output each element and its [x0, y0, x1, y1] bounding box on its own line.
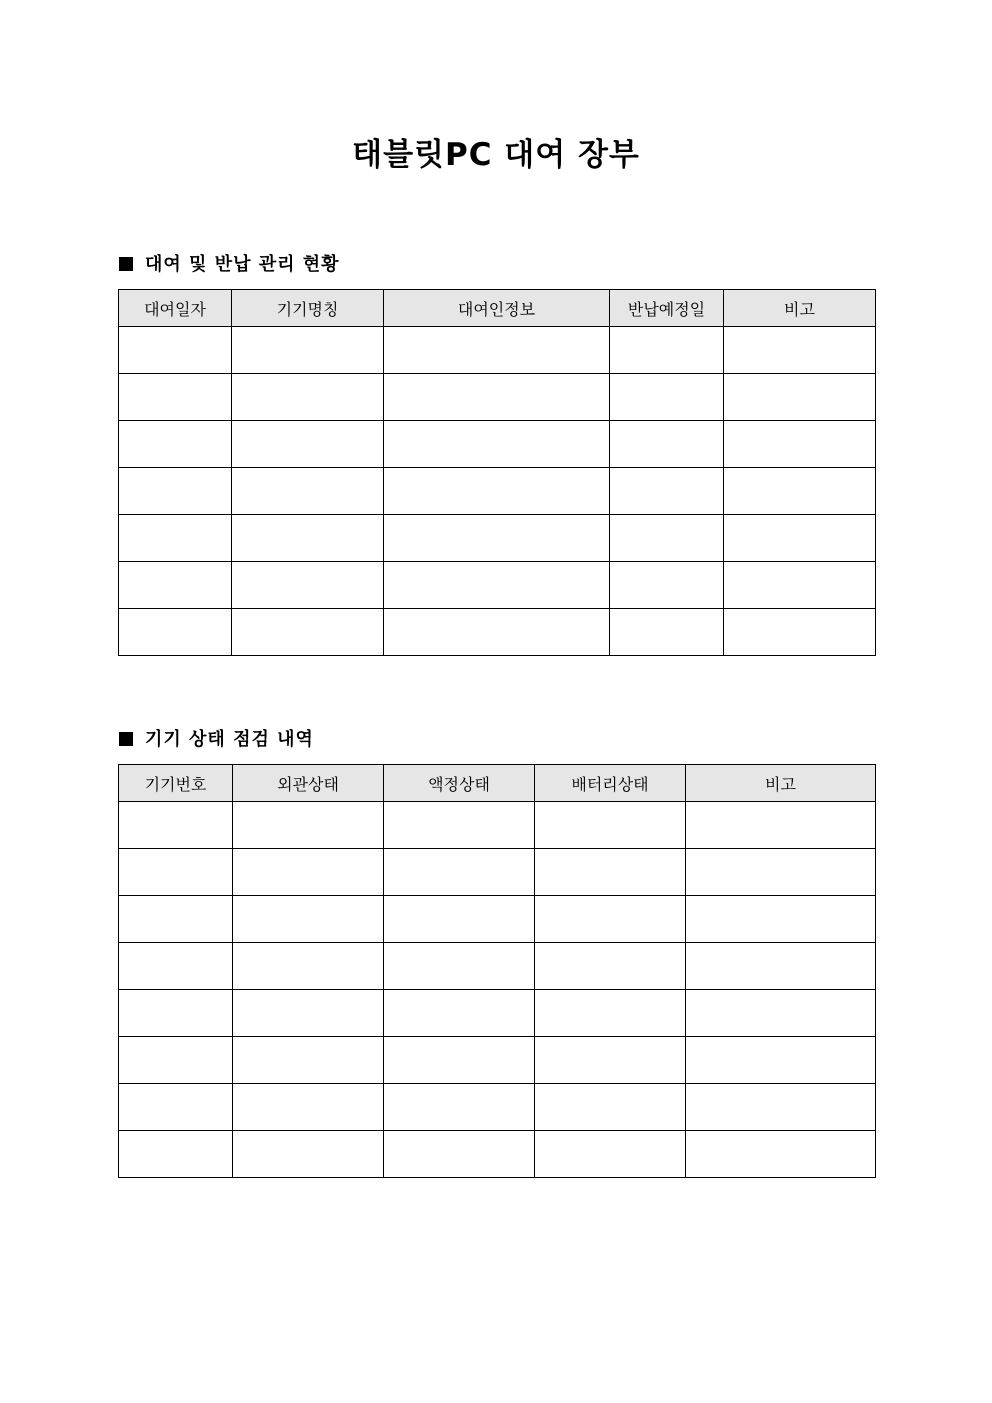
rental-return-table: [118, 289, 876, 656]
table-cell[interactable]: [535, 990, 686, 1037]
table-header-row: [119, 765, 876, 802]
table-row: [119, 1037, 876, 1084]
table-cell[interactable]: [686, 990, 876, 1037]
table-cell[interactable]: [233, 896, 384, 943]
table-cell[interactable]: [233, 802, 384, 849]
table-cell[interactable]: [232, 421, 384, 468]
table-row: [119, 327, 876, 374]
table-cell[interactable]: [384, 943, 535, 990]
table-cell[interactable]: [119, 562, 232, 609]
table-cell[interactable]: [384, 515, 610, 562]
table-row: [119, 802, 876, 849]
table-row: [119, 374, 876, 421]
table-cell[interactable]: [384, 896, 535, 943]
table-cell[interactable]: [232, 609, 384, 656]
table-cell[interactable]: [119, 896, 233, 943]
table-cell[interactable]: [119, 849, 233, 896]
table-cell[interactable]: [535, 896, 686, 943]
table-cell[interactable]: [119, 374, 232, 421]
table-cell[interactable]: [233, 1084, 384, 1131]
table-cell[interactable]: [724, 609, 876, 656]
table-cell[interactable]: [119, 421, 232, 468]
table-cell[interactable]: [686, 1131, 876, 1178]
table-cell[interactable]: [724, 421, 876, 468]
table-cell[interactable]: [535, 943, 686, 990]
table-row: [119, 421, 876, 468]
table-cell[interactable]: [610, 374, 724, 421]
section-heading-label: 기기 상태 점검 내역: [145, 729, 314, 750]
table-row: [119, 609, 876, 656]
table-header-row: [119, 290, 876, 327]
table-row: [119, 468, 876, 515]
table-cell[interactable]: [686, 802, 876, 849]
device-inspection-table: [118, 764, 876, 1178]
table-cell[interactable]: [233, 849, 384, 896]
table-cell[interactable]: [535, 849, 686, 896]
table-row: [119, 849, 876, 896]
table-row: [119, 515, 876, 562]
table-row: [119, 896, 876, 943]
column-header-exterior-condition: 외관상태: [233, 765, 384, 802]
table-cell[interactable]: [686, 943, 876, 990]
table-cell[interactable]: [232, 515, 384, 562]
table-row: [119, 1131, 876, 1178]
table-cell[interactable]: [119, 609, 232, 656]
table-cell[interactable]: [233, 1037, 384, 1084]
square-bullet-icon: [119, 257, 133, 271]
table-cell[interactable]: [384, 1084, 535, 1131]
table-cell[interactable]: [384, 849, 535, 896]
table-cell[interactable]: [384, 609, 610, 656]
section-heading-inspection: [119, 727, 314, 753]
table-cell[interactable]: [384, 990, 535, 1037]
table-row: [119, 990, 876, 1037]
column-header-notes: 비고: [686, 765, 876, 802]
table-cell[interactable]: [384, 468, 610, 515]
table-cell[interactable]: [686, 1037, 876, 1084]
table-cell[interactable]: [233, 1131, 384, 1178]
table-cell[interactable]: [384, 421, 610, 468]
table-cell[interactable]: [233, 990, 384, 1037]
table-cell[interactable]: [384, 327, 610, 374]
column-header-device-name: 기기명칭: [232, 290, 384, 327]
table-cell[interactable]: [232, 562, 384, 609]
table-cell[interactable]: [384, 1131, 535, 1178]
square-bullet-icon: [119, 732, 133, 746]
column-header-device-number: 기기번호: [119, 765, 233, 802]
table-cell[interactable]: [119, 943, 233, 990]
column-header-return-due-date: 반납예정일: [610, 290, 724, 327]
table-cell[interactable]: [384, 802, 535, 849]
column-header-battery-condition: 배터리상태: [535, 765, 686, 802]
table-cell[interactable]: [724, 327, 876, 374]
table-cell[interactable]: [119, 990, 233, 1037]
table-cell[interactable]: [610, 421, 724, 468]
table-cell[interactable]: [119, 802, 233, 849]
table-cell[interactable]: [119, 468, 232, 515]
table-cell[interactable]: [686, 896, 876, 943]
table-cell[interactable]: [232, 468, 384, 515]
table-cell[interactable]: [535, 802, 686, 849]
table-cell[interactable]: [232, 374, 384, 421]
table-cell[interactable]: [119, 1084, 233, 1131]
column-header-notes: 비고: [724, 290, 876, 327]
section-heading-label: 대여 및 반납 관리 현황: [145, 254, 340, 275]
table-cell[interactable]: [119, 515, 232, 562]
table-cell[interactable]: [724, 374, 876, 421]
table-cell[interactable]: [686, 1084, 876, 1131]
table-cell[interactable]: [610, 609, 724, 656]
table-cell[interactable]: [610, 468, 724, 515]
table-cell[interactable]: [384, 562, 610, 609]
table-cell[interactable]: [535, 1084, 686, 1131]
table-cell[interactable]: [384, 1037, 535, 1084]
table-cell[interactable]: [233, 943, 384, 990]
table-cell[interactable]: [724, 468, 876, 515]
table-cell[interactable]: [119, 1131, 233, 1178]
table-cell[interactable]: [119, 327, 232, 374]
table-cell[interactable]: [724, 515, 876, 562]
table-row: [119, 562, 876, 609]
column-header-rental-date: 대여일자: [119, 290, 232, 327]
table-cell[interactable]: [686, 849, 876, 896]
table-cell[interactable]: [610, 562, 724, 609]
table-row: [119, 943, 876, 990]
table-cell[interactable]: [384, 374, 610, 421]
page-title: 태블릿PC 대여 장부: [352, 137, 640, 173]
table-cell[interactable]: [610, 327, 724, 374]
column-header-screen-condition: 액정상태: [384, 765, 535, 802]
table-cell[interactable]: [119, 1037, 233, 1084]
table-cell[interactable]: [610, 515, 724, 562]
column-header-renter-info: 대여인정보: [384, 290, 610, 327]
table-cell[interactable]: [535, 1131, 686, 1178]
section-heading-rental: [119, 252, 340, 278]
table-cell[interactable]: [232, 327, 384, 374]
table-cell[interactable]: [535, 1037, 686, 1084]
table-cell[interactable]: [724, 562, 876, 609]
table-row: [119, 1084, 876, 1131]
